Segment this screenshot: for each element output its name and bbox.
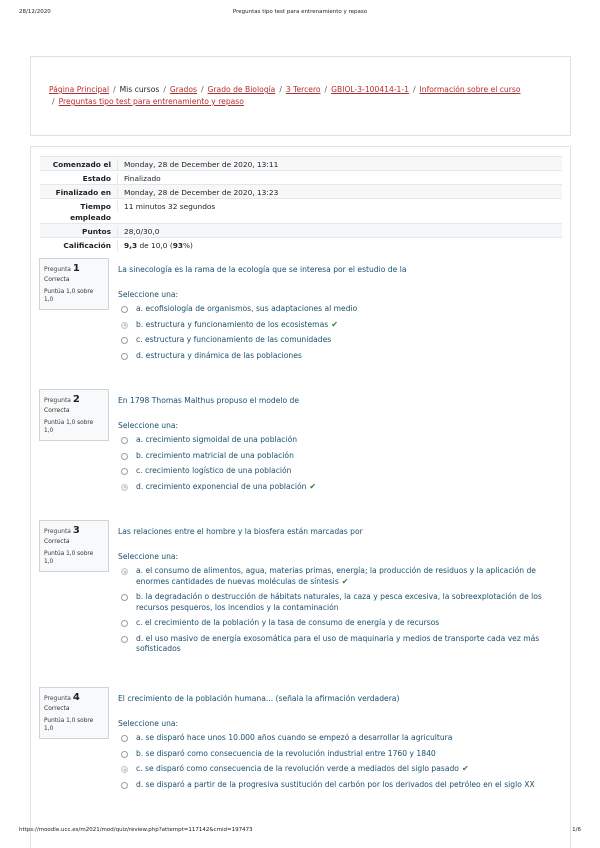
radio-icon[interactable] [121,620,128,627]
answer-label: c. el crecimiento de la población y la tasa de consumo de energía y de recursos [136,618,440,627]
question-state: Correcta [44,407,70,414]
answer-label: d. estructura y dinámica de las poblaciones [136,350,302,360]
breadcrumb-separator: / [279,85,282,94]
radio-icon[interactable] [121,751,128,758]
answer-option[interactable] [118,466,558,477]
answer-option[interactable] [118,749,558,760]
summary-row-time [40,199,562,224]
summary-value: Monday, 28 de December de 2020, 13:23 [117,187,562,198]
breadcrumb-tercero[interactable]: 3 Tercero [285,85,321,94]
summary-value: Finalizado [117,173,562,184]
grade-value: 9,3 [124,241,138,250]
summary-value: 28,0/30,0 [117,226,562,237]
answer-label: c. crecimiento logístico de una población [136,466,292,475]
summary-row-points [40,224,562,238]
breadcrumb-container [30,56,571,136]
answer-option[interactable] [118,482,558,493]
answer-label: c. se disparó como consecuencia de la revolución verde a mediados del siglo pasado [136,764,459,773]
radio-icon[interactable] [121,353,128,360]
question-text: Las relaciones entre el hombre y la biosfera están marcadas por [118,527,363,536]
question-number-value: 4 [72,692,80,703]
check-icon: ✔ [331,319,338,329]
summary-row-started [40,156,562,171]
breadcrumb-separator: / [113,85,116,94]
answer-option[interactable] [118,634,558,655]
question-info [39,520,109,572]
radio-icon[interactable] [121,306,128,313]
answer-label: a. crecimiento sigmoidal de una población [136,435,298,444]
answer-option[interactable] [118,320,558,331]
answer-prompt: Seleccione una: [118,421,179,430]
question-mark: Puntúa 1,0 sobre 1,0 [44,551,94,565]
summary-key: Tiempo empleado [70,202,111,222]
question-label: Pregunta [44,528,71,535]
summary-value: Monday, 28 de December de 2020, 13:11 [117,159,562,170]
answer-prompt: Seleccione una: [118,290,179,299]
question-text: La sinecología es la rama de la ecología que se interesa por el estudio de la [118,265,407,274]
radio-icon[interactable] [121,782,128,789]
question-mark: Puntúa 1,0 sobre 1,0 [44,289,94,303]
summary-key: Estado [82,174,111,183]
summary-value [117,240,562,251]
question-label: Pregunta [44,695,71,702]
radio-icon[interactable] [121,437,128,444]
print-title: Preguntas tipo test para entrenamiento y repaso [232,9,368,15]
breadcrumb-quiz[interactable]: Preguntas tipo test para entrenamiento y repaso [58,97,244,106]
breadcrumb-separator: / [412,85,416,94]
question-info [39,389,109,441]
question-number [44,263,104,274]
check-icon: ✔ [309,481,317,491]
question-state: Correcta [44,538,70,545]
breadcrumb-separator: / [52,97,55,106]
answer-option[interactable] [118,351,558,362]
breadcrumb-separator: / [324,85,328,94]
question-number-value: 2 [72,394,80,405]
answer-list [118,733,558,790]
summary-row-grade [40,238,562,252]
question-number [44,692,104,703]
answer-option[interactable] [118,435,558,446]
answer-label: b. la degradación o destrucción de hábitats naturales, la caza y pesca excesiva, la sobreexplotación de los recursos pesqueros, los incendios y la contaminación [136,592,542,612]
summary-key: Puntos [82,227,111,236]
breadcrumb-home[interactable]: Página Principal [49,85,110,94]
radio-icon[interactable] [121,453,128,460]
answer-option[interactable] [118,780,558,791]
question-content [118,693,558,790]
question-number [44,525,104,536]
attempt-summary-table [40,156,562,252]
answer-text: a. el consumo de alimentos, agua, materias primas, energía; la producción de residuos y la aplicación de enormes cantidades de nuevas moléculas de síntesis [136,566,536,586]
radio-icon[interactable] [121,735,128,742]
answer-label: d. el uso masivo de energía exosomática para el uso de maquinaria y medios de transporte cada vez más sofisticados [136,633,540,653]
check-icon: ✔ [461,764,469,773]
radio-icon[interactable] [121,766,128,773]
summary-row-state [40,171,562,185]
answer-option[interactable] [118,618,558,629]
question-state: Correcta [44,276,70,283]
question-mark: Puntúa 1,0 sobre 1,0 [44,420,94,434]
question-mark: Puntúa 1,0 sobre 1,0 [44,718,94,732]
summary-value: 11 minutos 32 segundos [117,201,562,212]
print-url: https://moodle.ucc.es/m2021/mod/quiz/review.php?attempt=117142&cmid=197473 [19,827,253,833]
breadcrumb-course-info[interactable]: Información sobre el curso [419,85,521,94]
question-number-value: 3 [72,525,80,536]
answer-option[interactable] [118,733,558,744]
grade-end: %) [183,241,193,250]
answer-label: c. estructura y funcionamiento de las comunidades [136,335,332,344]
radio-icon[interactable] [121,636,128,643]
radio-icon[interactable] [121,484,128,491]
question-state: Correcta [44,705,70,712]
summary-key: Finalizado en [55,188,111,197]
summary-key: Comenzado el [52,160,111,169]
print-page-number: 1/6 [572,827,581,833]
grade-rest: de 10,0 ( [137,241,173,250]
radio-icon[interactable] [121,337,128,344]
summary-key: Calificación [63,241,111,250]
question-content [118,526,558,655]
answer-label: b. se disparó como consecuencia de la revolución industrial entre 1760 y 1840 [136,748,436,758]
answer-label: b. estructura y funcionamiento de los ecosistemas [136,319,329,329]
breadcrumb-my-courses: Mis cursos [119,85,160,94]
radio-icon[interactable] [121,468,128,475]
breadcrumb-separator: / [200,85,204,94]
answer-label: d. crecimiento exponencial de una población [136,481,307,491]
question-content [118,264,558,361]
question-number-value: 1 [72,263,80,274]
question-label: Pregunta [44,397,71,404]
answer-list [118,304,558,361]
breadcrumb-separator: / [163,85,166,94]
radio-icon[interactable] [121,322,128,329]
answer-label: d. se disparó a partir de la progresiva sustitución del carbón por los derivados del petróleo en el siglo XX [136,779,535,789]
radio-icon[interactable] [121,568,128,575]
answer-label: a. se disparó hace unos 10.000 años cuando se empezó a desarrollar la agricultura [136,733,453,742]
summary-row-finished [40,185,562,199]
question-content [118,395,558,492]
answer-option[interactable] [118,335,558,346]
answer-prompt: Seleccione una: [118,719,179,728]
print-footer [19,827,581,837]
breadcrumb-grado-biologia[interactable]: Grado de Biología [207,85,276,94]
answer-label [136,566,558,587]
answer-list [118,435,558,492]
print-header [19,9,581,19]
check-icon: ✔ [341,576,349,586]
question-text: El crecimiento de la población humana... (señala la afirmación verdadera) [118,694,400,703]
radio-icon[interactable] [121,594,128,601]
question-text: En 1798 Thomas Malthus propuso el modelo de [118,396,300,405]
answer-option[interactable] [118,451,558,462]
breadcrumb-grados[interactable]: Grados [169,85,197,94]
answer-option[interactable] [118,566,558,587]
answer-prompt: Seleccione una: [118,552,179,561]
question-info [39,687,109,739]
breadcrumb-course-code[interactable]: GBIOL-3-100414-1-1 [331,85,409,94]
question-info [39,258,109,310]
question-label: Pregunta [44,266,71,273]
answer-list [118,566,558,655]
answer-option[interactable] [118,764,558,775]
breadcrumb [49,84,549,108]
question-number [44,394,104,405]
answer-option[interactable] [118,592,558,613]
grade-percent: 93 [172,241,184,250]
answer-option[interactable] [118,304,558,315]
answer-label: a. ecofisiología de organismos, sus adaptaciones al medio [136,304,358,313]
print-date: 28/12/2020 [19,9,51,15]
answer-label: b. crecimiento matricial de una población [136,450,294,460]
